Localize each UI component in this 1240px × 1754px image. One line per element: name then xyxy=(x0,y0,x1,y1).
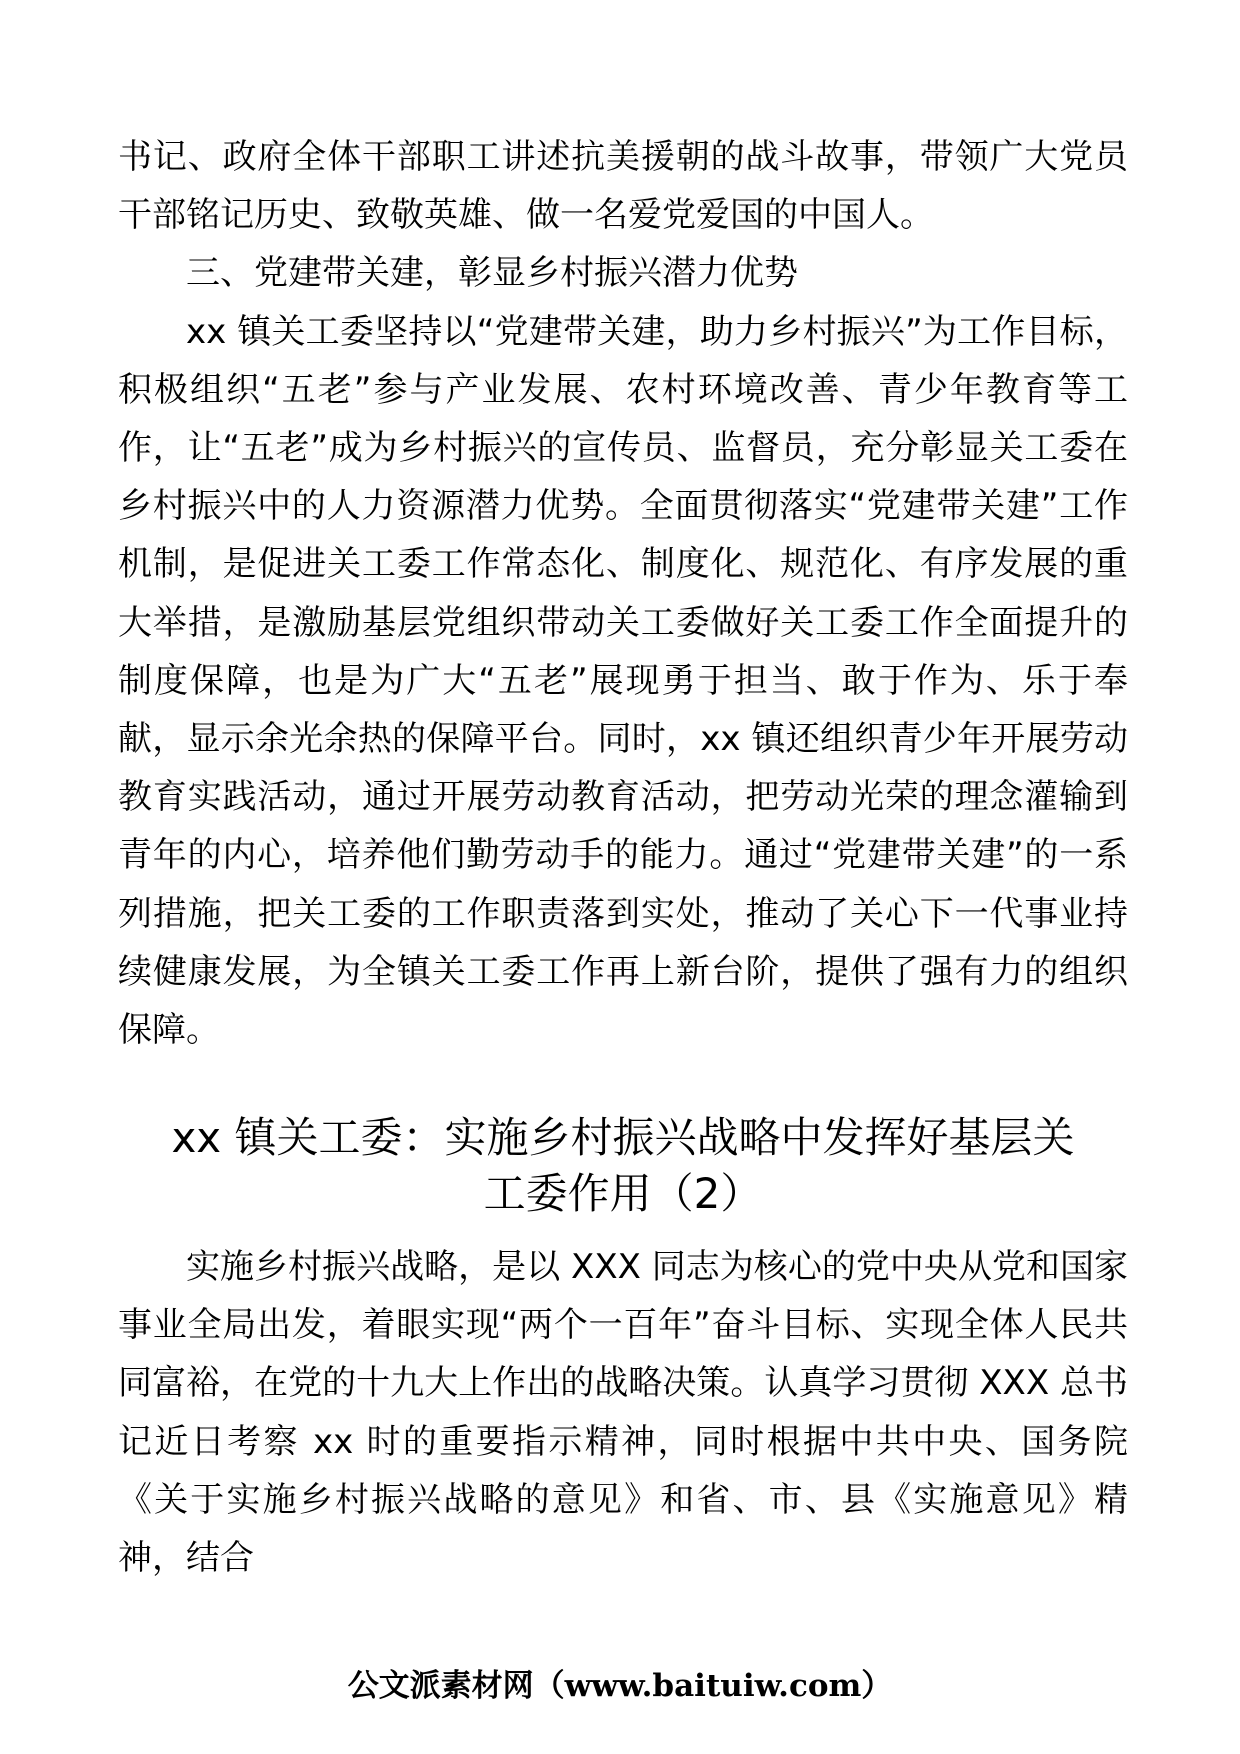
footer-watermark: 公文派素材网（www.baituiw.com） xyxy=(347,1668,893,1704)
paragraph-section-three: xx 镇关工委坚持以“党建带关建，助力乡村振兴”为工作目标，积极组织“五老”参与产业发展、农村环境改善、青少年教育等工作，让“五老”成为乡村振兴的宣传员、监督员，充分彰显关工委在乡村振兴中的人力资源潜力优势。全面贯彻落实“党建带关建”工作机制，是促进关工委工作常态化、制度化、规范化、有序发展的重大举措，是激励基层党组织带动关工委做好关工委工作全面提升的制度保障，也是为广大“五老”展现勇于担当、敢于作为、乐于奉献，显示余光余热的保障平台。同时，xx 镇还组织青少年开展劳动教育实践活动，通过开展劳动教育活动，把劳动光荣的理念灌输到青年的内心，培养他们勤劳动手的能力。通过“党建带关建”的一系列措施，把关工委的工作职责落到实处，推动了关心下一代事业持续健康发展，为全镇关工委工作再上新台阶，提供了强有力的组织保障。 xyxy=(118,311,1128,1051)
section-heading-three: 三、党建带关建，彰显乡村振兴潜力优势 xyxy=(186,253,798,294)
paragraph-article-two: 实施乡村振兴战略，是以 XXX 同志为核心的党中央从党和国家事业全局出发，着眼实现“两个一百年”奋斗目标、实现全体人民共同富裕，在党的十九大上作出的战略决策。认真学习贯彻 XXX 总书记近日考察 xx 时的重要指示精神，同时根据中共中央、国务院《关于实施乡村振兴战略的意见》和省、市、县《实施意见》精神，结合 xyxy=(118,1247,1128,1579)
body-text-section-1 xyxy=(118,128,1128,1059)
body-text-section-2 xyxy=(118,1238,1128,1587)
article-title-line-2: 工委作用（2） xyxy=(483,1169,763,1218)
paragraph-continuation: 书记、政府全体干部职工讲述抗美援朝的战斗故事，带领广大党员干部铭记历史、致敬英雄、做一名爱党爱国的中国人。 xyxy=(118,137,1128,236)
article-title xyxy=(118,1110,1128,1222)
article-title-line-1: xx 镇关工委：实施乡村振兴战略中发挥好基层关 xyxy=(171,1113,1075,1162)
